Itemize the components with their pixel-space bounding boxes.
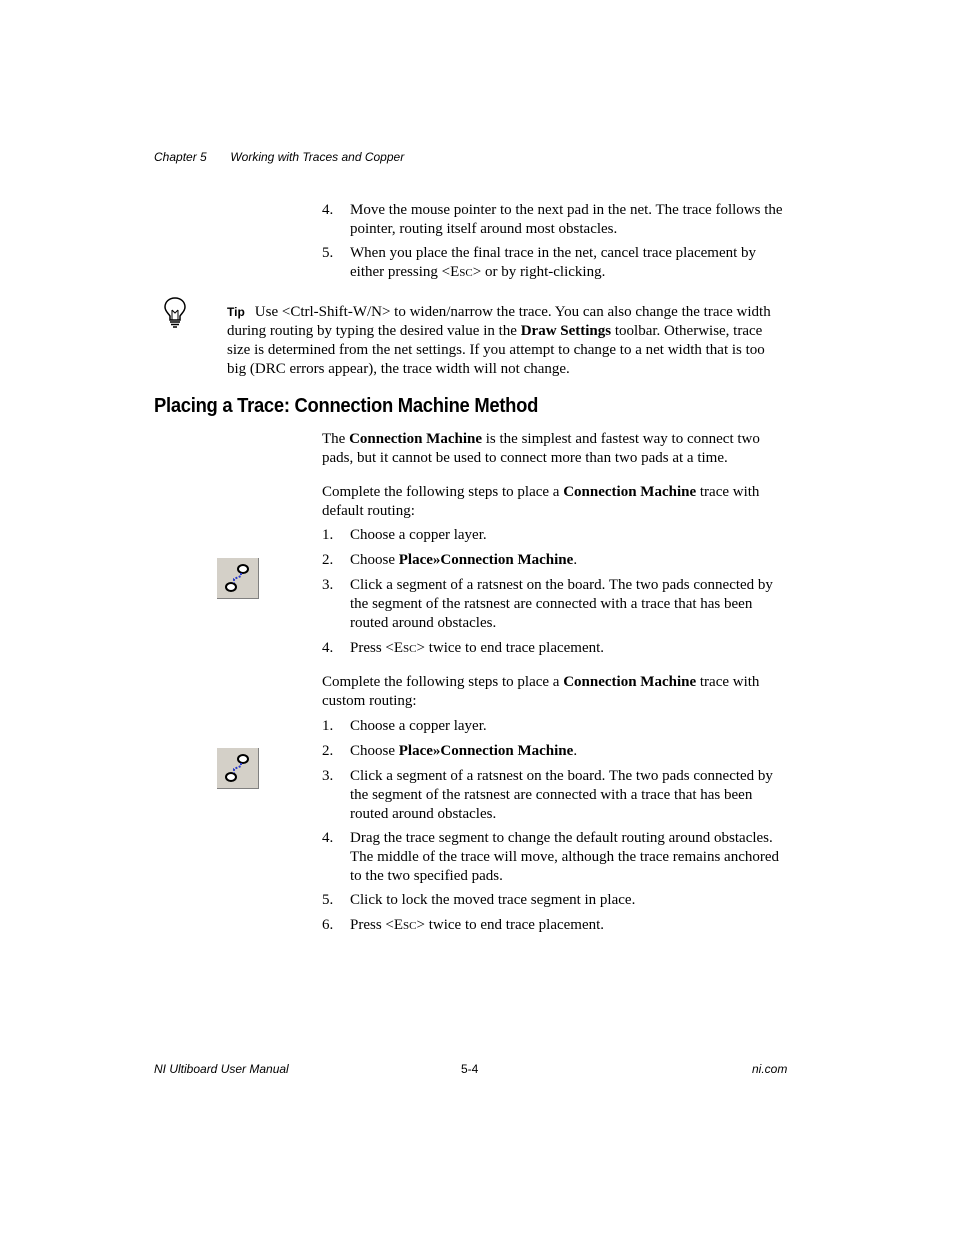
custom-routing-intro: Complete the following steps to place a Connection Machine trace with custom routing: [322, 674, 760, 709]
connection-machine-icon [217, 748, 259, 789]
default-routing-intro: Complete the following steps to place a Connection Machine trace with default routing: [322, 484, 760, 519]
step-text: Move the mouse pointer to the next pad in the net. The trace follows the pointer, routing itself around most obstacles. [350, 202, 783, 237]
step-number: 5. [322, 245, 334, 261]
tip-label: Tip [227, 305, 245, 319]
chapter-label: Chapter 5 [154, 150, 207, 164]
running-header [154, 150, 404, 164]
footer-manual-title: NI Ultiboard User Manual [154, 1062, 289, 1076]
tip-note: Tip Use <Ctrl-Shift-W/N> to widen/narrow the trace. You can also change the trace width during routing by typing the desired value in the Draw Settings toolbar. Otherwise, trace size is determined from the net settings. If you attempt to change to a net width that is too big (DRC errors appear), the trace width will not change. [227, 304, 771, 377]
section-heading: Placing a Trace: Connection Machine Method [154, 395, 539, 417]
footer-website: ni.com [752, 1062, 788, 1076]
lightbulb-icon [163, 296, 187, 328]
page-number: 5-4 [461, 1062, 479, 1076]
connection-machine-icon [217, 558, 259, 599]
step-number: 4. [322, 202, 334, 218]
chapter-title: Working with Traces and Copper [230, 150, 405, 164]
intro-paragraph: The Connection Machine is the simplest and fastest way to connect two pads, but it cannot be used to connect more than two pads at a time. [322, 431, 760, 466]
step-text: When you place the final trace in the net, cancel trace placement by either pressing <ESC> or by right-clicking. [350, 245, 757, 280]
